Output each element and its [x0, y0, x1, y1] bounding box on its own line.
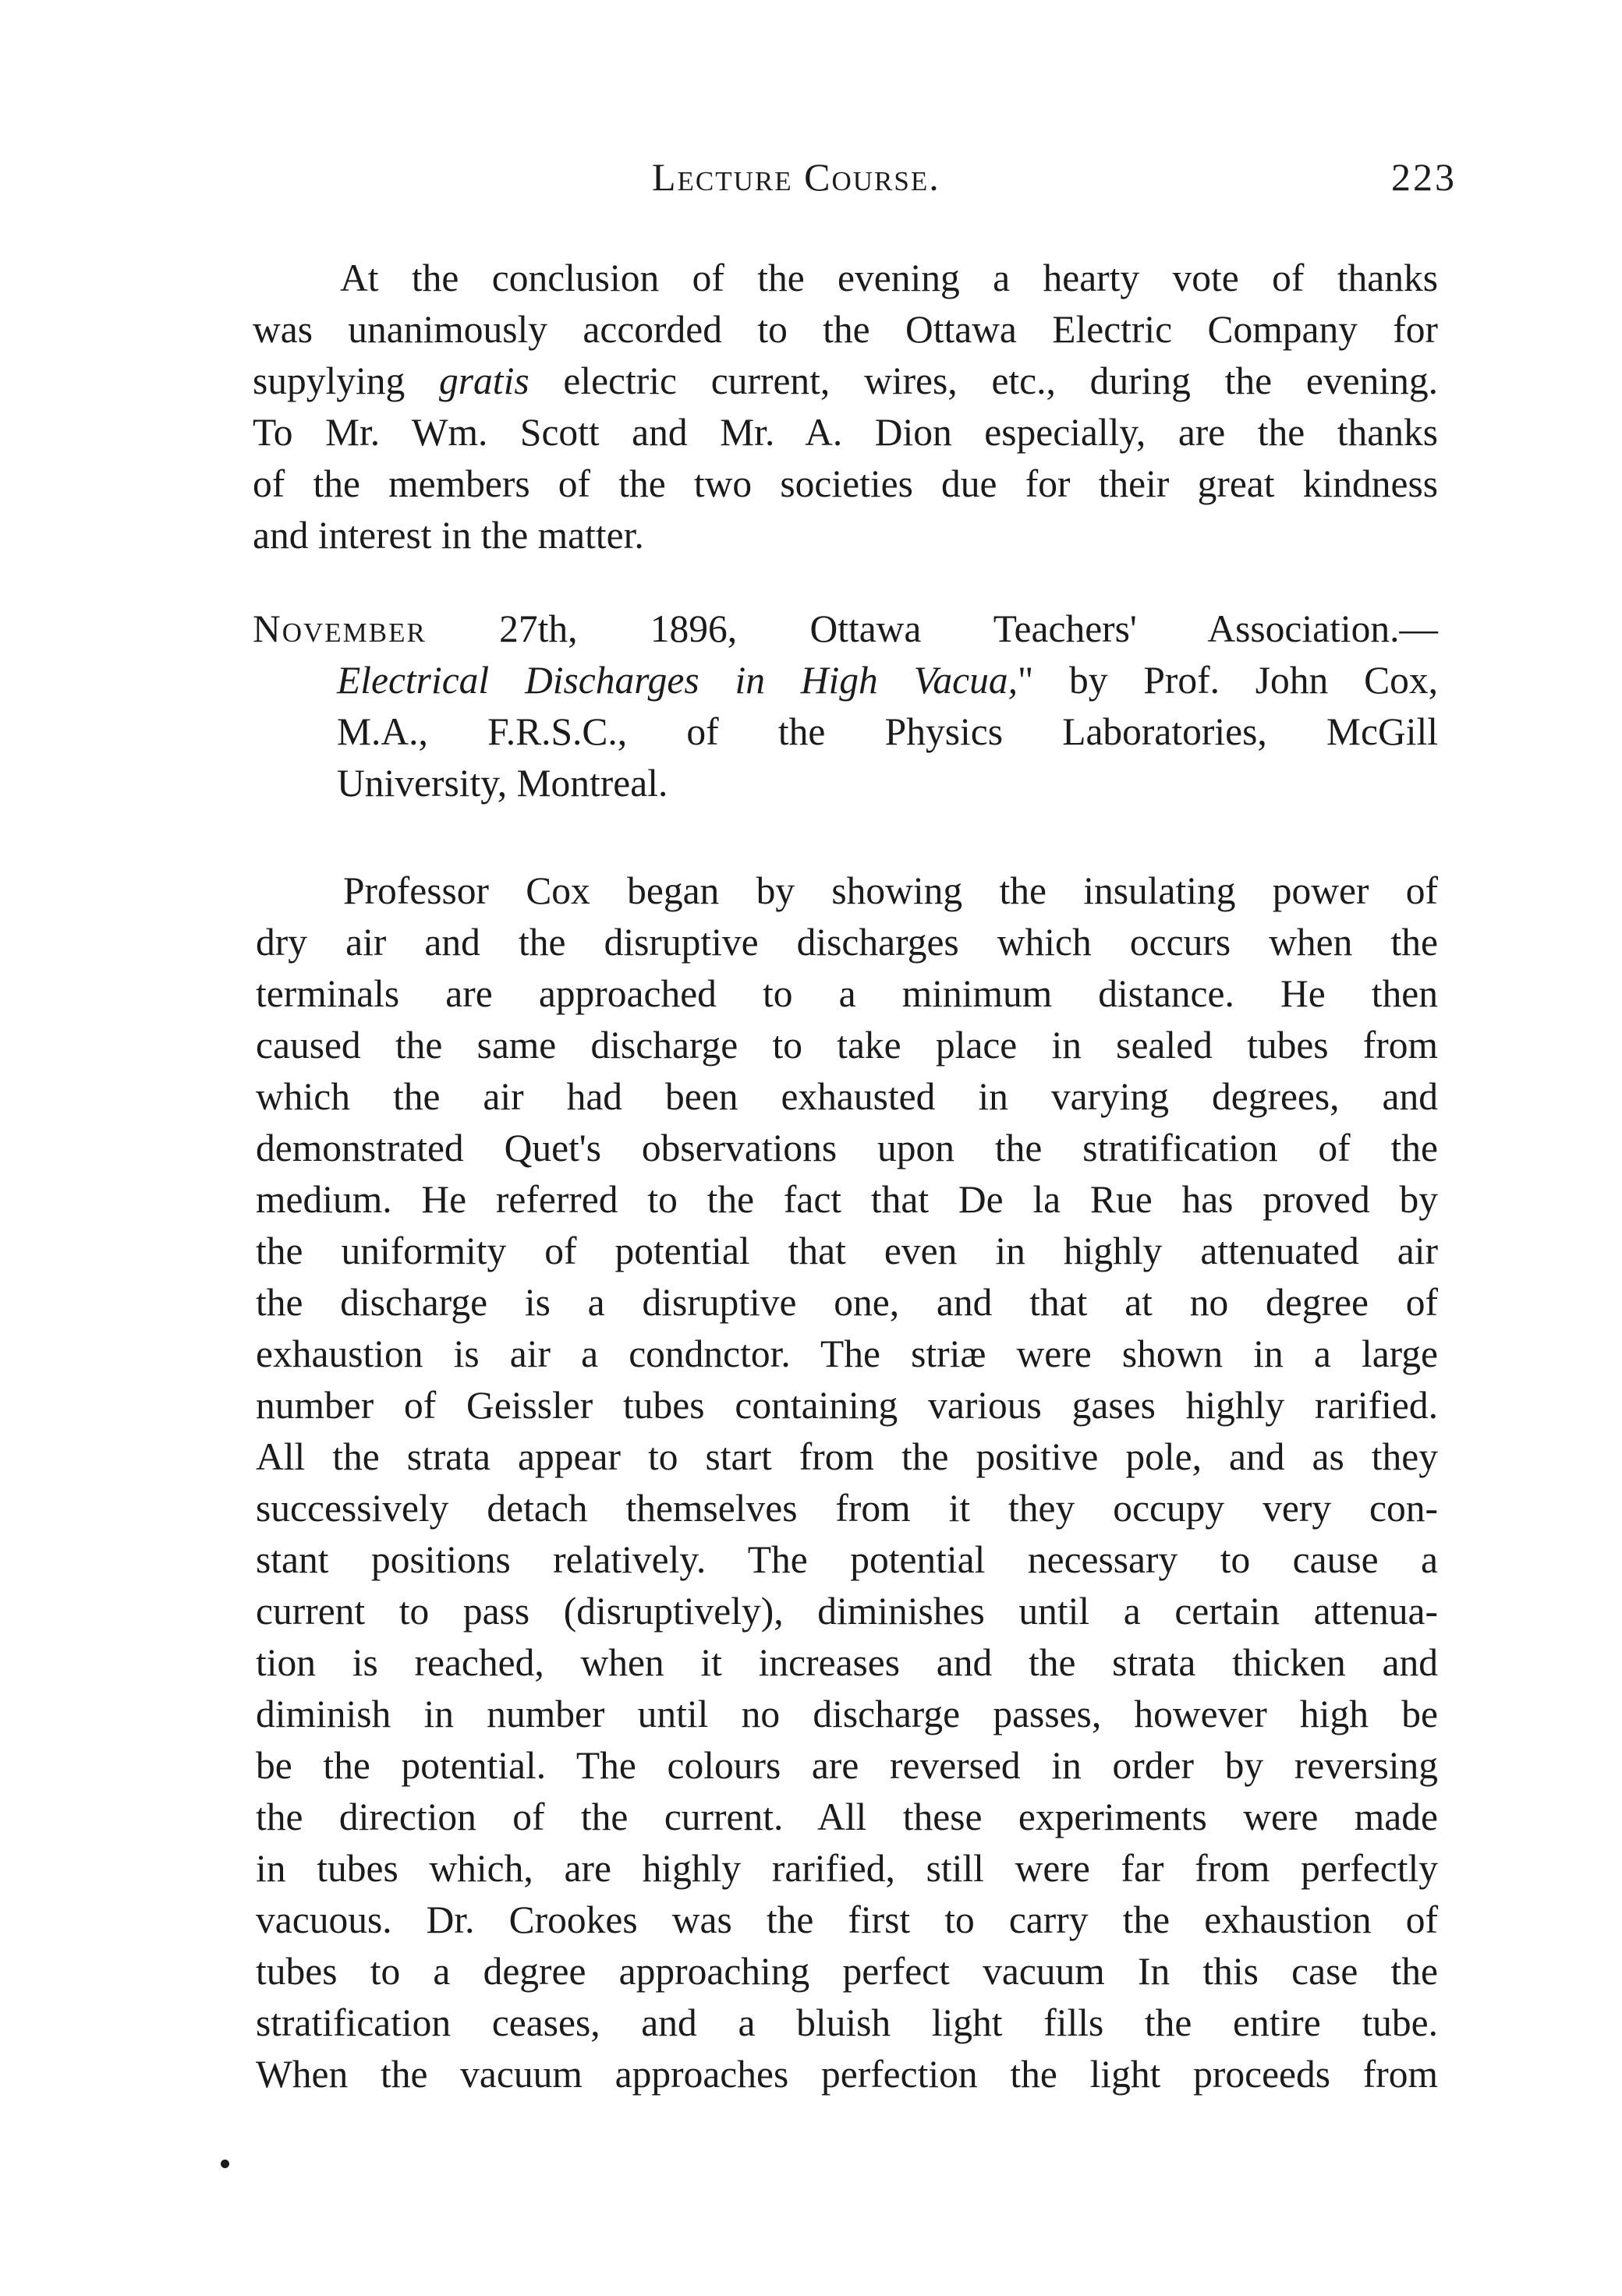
text-run: supylying — [253, 359, 440, 402]
text-line: Professor Cox began by showing the insulating power of — [343, 869, 1438, 912]
text-line: terminals are approached to a minimum distance. He then — [256, 972, 1438, 1015]
text-line: the uniformity of potential that even in highly attenuated air — [256, 1229, 1438, 1272]
text-line — [253, 356, 1438, 407]
entry-affiliation-line: University, Montreal. — [337, 762, 668, 805]
text-line: medium. He referred to the fact that De la Rue has proved by — [256, 1178, 1438, 1221]
text-line: be the potential. The colours are reversed in order by reversing — [256, 1744, 1438, 1787]
text-line: number of Geissler tubes containing various gases highly rarified. — [256, 1384, 1438, 1427]
text-run: electric current, wires, etc., during the evening. — [529, 359, 1438, 402]
entry-heading-line — [253, 603, 1438, 655]
text-line: in tubes which, are highly rarified, still were far from perfectly — [256, 1847, 1438, 1890]
text-line: tion is reached, when it increases and the strata thicken and — [256, 1641, 1438, 1684]
italic-term: gratis — [439, 359, 529, 402]
entry-title-line — [253, 655, 1438, 706]
entry-month: November — [253, 607, 427, 650]
text-line: the direction of the current. All these experiments were made — [256, 1795, 1438, 1838]
paragraph-vote-of-thanks — [253, 253, 1438, 561]
text-line: stant positions relatively. The potential necessary to cause a — [256, 1538, 1438, 1581]
text-line: exhaustion is air a condnctor. The striæ were shown in a large — [256, 1332, 1438, 1375]
page-number: 223 — [1391, 155, 1457, 199]
paragraph-lecture-summary — [256, 865, 1438, 2100]
lecturer: " by Prof. John Cox, — [1017, 659, 1438, 702]
ink-dot-mark — [221, 2160, 229, 2168]
text-line: caused the same discharge to take place in sealed tubes from — [256, 1024, 1438, 1067]
text-line: At the conclusion of the evening a hearty vote of thanks — [340, 256, 1438, 299]
text-line: the discharge is a disruptive one, and that at no degree of — [256, 1281, 1438, 1324]
text-line: current to pass (disruptively), diminishes until a certain attenua- — [256, 1590, 1438, 1633]
text-line: which the air had been exhausted in varying degrees, and — [256, 1075, 1438, 1118]
text-line: of the members of the two societies due for their great kindness — [253, 462, 1438, 505]
lecture-title: Electrical Discharges in High Vacua, — [337, 659, 1018, 702]
text-line: successively detach themselves from it they occupy very con- — [256, 1487, 1438, 1530]
text-line: dry air and the disruptive discharges which occurs when the — [256, 921, 1438, 964]
text-line: All the strata appear to start from the positive pole, and as they — [256, 1435, 1438, 1478]
text-line: stratification ceases, and a bluish light fills the entire tube. — [256, 2001, 1438, 2044]
entry-date-venue: 27th, 1896, Ottawa Teachers' Association.— — [426, 607, 1438, 650]
running-head: Lecture Course. — [652, 155, 940, 199]
text-line: demonstrated Quet's observations upon the stratification of the — [256, 1127, 1438, 1169]
text-line: When the vacuum approaches perfection the light proceeds from — [256, 2053, 1438, 2096]
text-line: tubes to a degree approaching perfect vacuum In this case the — [256, 1950, 1438, 1993]
text-line: vacuous. Dr. Crookes was the first to carry the exhaustion of — [256, 1898, 1438, 1941]
text-line: To Mr. Wm. Scott and Mr. A. Dion especially, are the thanks — [253, 411, 1438, 454]
entry-affiliation-line: M.A., F.R.S.C., of the Physics Laboratories, McGill — [337, 710, 1438, 753]
text-line: and interest in the matter. — [253, 514, 644, 557]
text-line: diminish in number until no discharge passes, however high be — [256, 1693, 1438, 1735]
text-line: was unanimously accorded to the Ottawa Electric Company for — [253, 308, 1438, 351]
lecture-entry — [253, 603, 1438, 809]
